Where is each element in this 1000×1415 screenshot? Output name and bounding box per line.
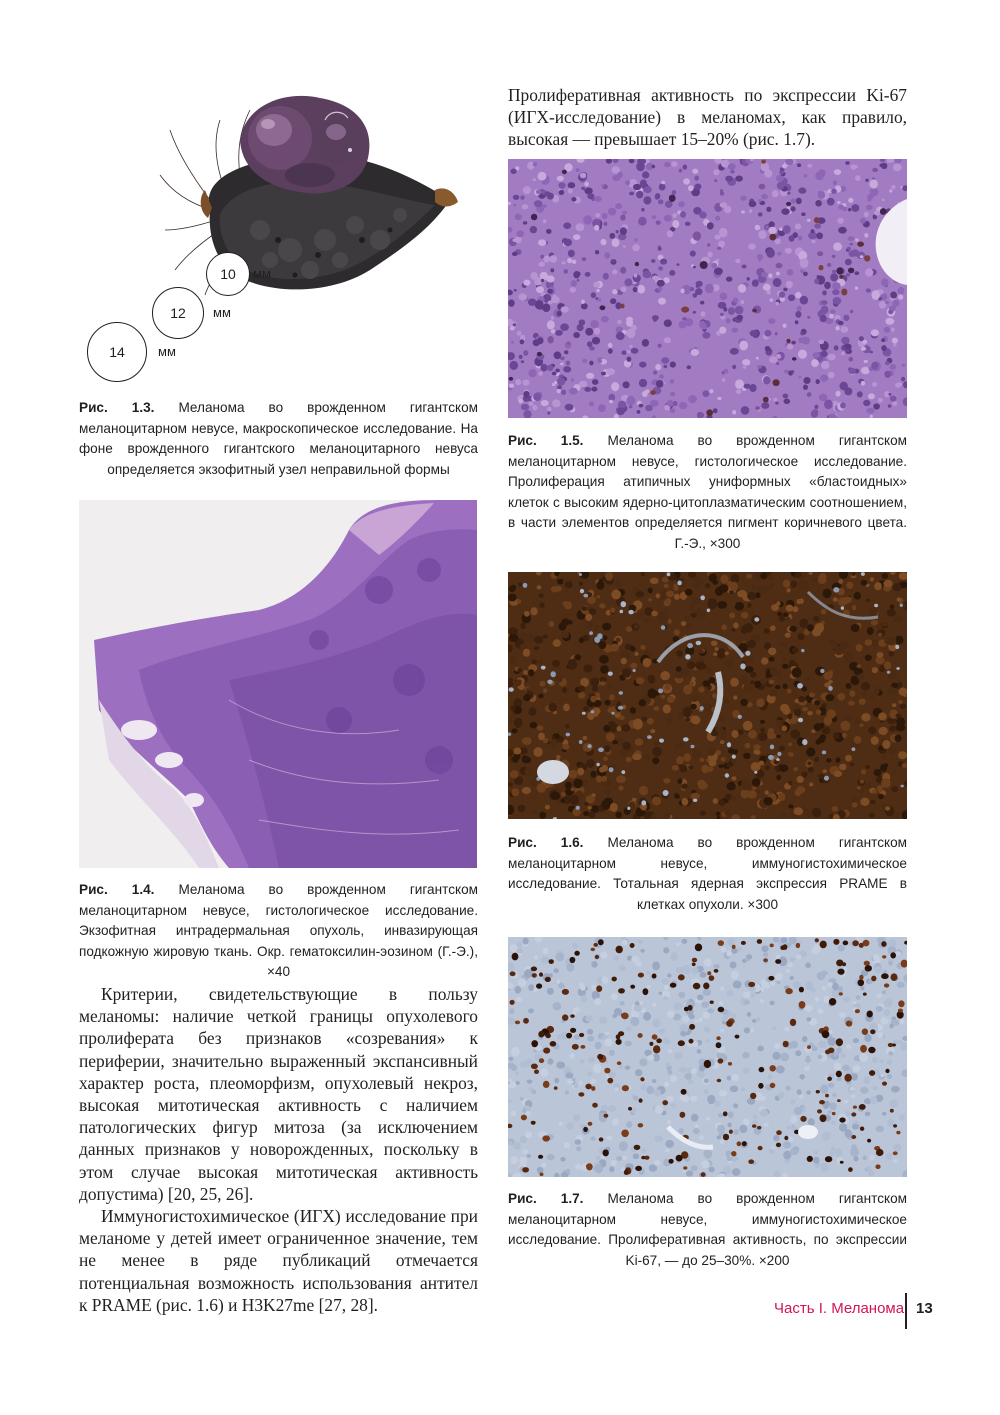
melanoma-specimen-photo	[150, 80, 460, 302]
figure-1-3-label: Рис. 1.3.	[79, 400, 155, 415]
right-top-text	[508, 84, 907, 151]
paragraph-criteria: Критерии, свидетельствующие в пользу меланомы: наличие четкой границы опухолевого пролиферата без признаков «созревания» к периферии, значительно выраженный экспансивный характер роста, плеоморфизм, опухолевый некроз, высокая митотическая активность с наличием патологических фигур митоза (за исключением данных признаков у новорожденных, поскольку в этом случае высокая митотическая активность допустима) [20, 25, 26].	[79, 984, 478, 1204]
figure-1-3-text: Меланома во врожденном гигантском меланоцитарном невусе, макроскопическое исследование. На фоне врожденного гигантского меланоцитарного невуса определяется экзофитный узел неправильной формы	[79, 400, 479, 477]
left-body-text	[79, 983, 478, 1316]
figure-1-7-image	[508, 937, 907, 1177]
scale-unit-10: мм	[253, 266, 271, 281]
figure-1-4-text: Меланома во врожденном гигантском меланоцитарном невусе, гистологическое исследование. Экзофитная интрадермальная опухоль, инвазирующая подкожную жировую ткань. Окр. гематоксилин-эозином (Г.-Э.), ×40	[79, 882, 479, 979]
figure-1-6-text: Меланома во врожденном гигантском меланоцитарном невусе, иммуногистохимическое исследование. Тотальная ядерная экспрессия PRAME в клетках опухоли. ×300	[508, 835, 908, 912]
figure-1-7-label: Рис. 1.7.	[508, 1191, 584, 1206]
figure-1-5-caption	[508, 431, 907, 554]
he-high-power-micrograph	[508, 159, 907, 418]
figure-1-7-text: Меланома во врожденном гигантском меланоцитарном невусе, иммуногистохимическое исследование. Пролиферативная активность, по экспрессии Ki-67, — до 25–30%. ×200	[508, 1191, 908, 1268]
scale-circle-14	[87, 322, 147, 382]
scale-circle-10-value: 10	[220, 266, 236, 282]
right-top-paragraph: Пролиферативная активность по экспрессии Ki-67 (ИГХ-исследование) в меланомах, как правило, высокая — превышает 15–20% (рис. 1.7).	[508, 85, 907, 150]
scale-circle-12	[152, 287, 204, 339]
scale-circle-10	[206, 252, 250, 296]
figure-1-4-image	[79, 500, 477, 868]
figure-1-7-caption	[508, 1189, 907, 1271]
figure-1-4-caption	[79, 880, 478, 983]
figure-1-3-caption	[79, 398, 478, 480]
figure-1-5-label: Рис. 1.5.	[508, 433, 584, 448]
he-low-power-micrograph	[79, 500, 477, 868]
footer-page-number: 13	[916, 1300, 933, 1317]
footer-part-title: Часть I. Меланома	[774, 1300, 905, 1317]
figure-1-6-image	[508, 572, 907, 819]
figure-1-6-label: Рис. 1.6.	[508, 835, 584, 850]
scale-circle-12-value: 12	[170, 305, 186, 321]
ki67-ihc-micrograph	[508, 937, 907, 1177]
figure-1-4-label: Рис. 1.4.	[79, 882, 155, 897]
scale-unit-12: мм	[213, 305, 231, 320]
scale-unit-14: мм	[158, 344, 176, 359]
scale-circle-14-value: 14	[109, 344, 125, 360]
paragraph-ihc: Иммуногистохимическое (ИГХ) исследование при меланоме у детей имеет ограниченное значение, тем не менее в ряде публикаций отмечается потенциальная возможность использования антител к PRAME (рис. 1.6) и H3K27me [27, 28].	[79, 1206, 478, 1315]
prame-ihc-micrograph	[508, 572, 907, 819]
figure-1-6-caption	[508, 833, 907, 915]
figure-1-5-image	[508, 159, 907, 418]
footer-divider	[905, 1293, 907, 1329]
figure-1-3-image	[150, 80, 460, 302]
figure-1-5-text: Меланома во врожденном гигантском меланоцитарном невусе, гистологическое исследование. Пролиферация атипичных униформных «бластоидных» клеток с высоким ядерно-цитоплазматическим соотношением, в части элементов определяется пигмент коричневого цвета. Г.-Э., ×300	[508, 433, 908, 551]
